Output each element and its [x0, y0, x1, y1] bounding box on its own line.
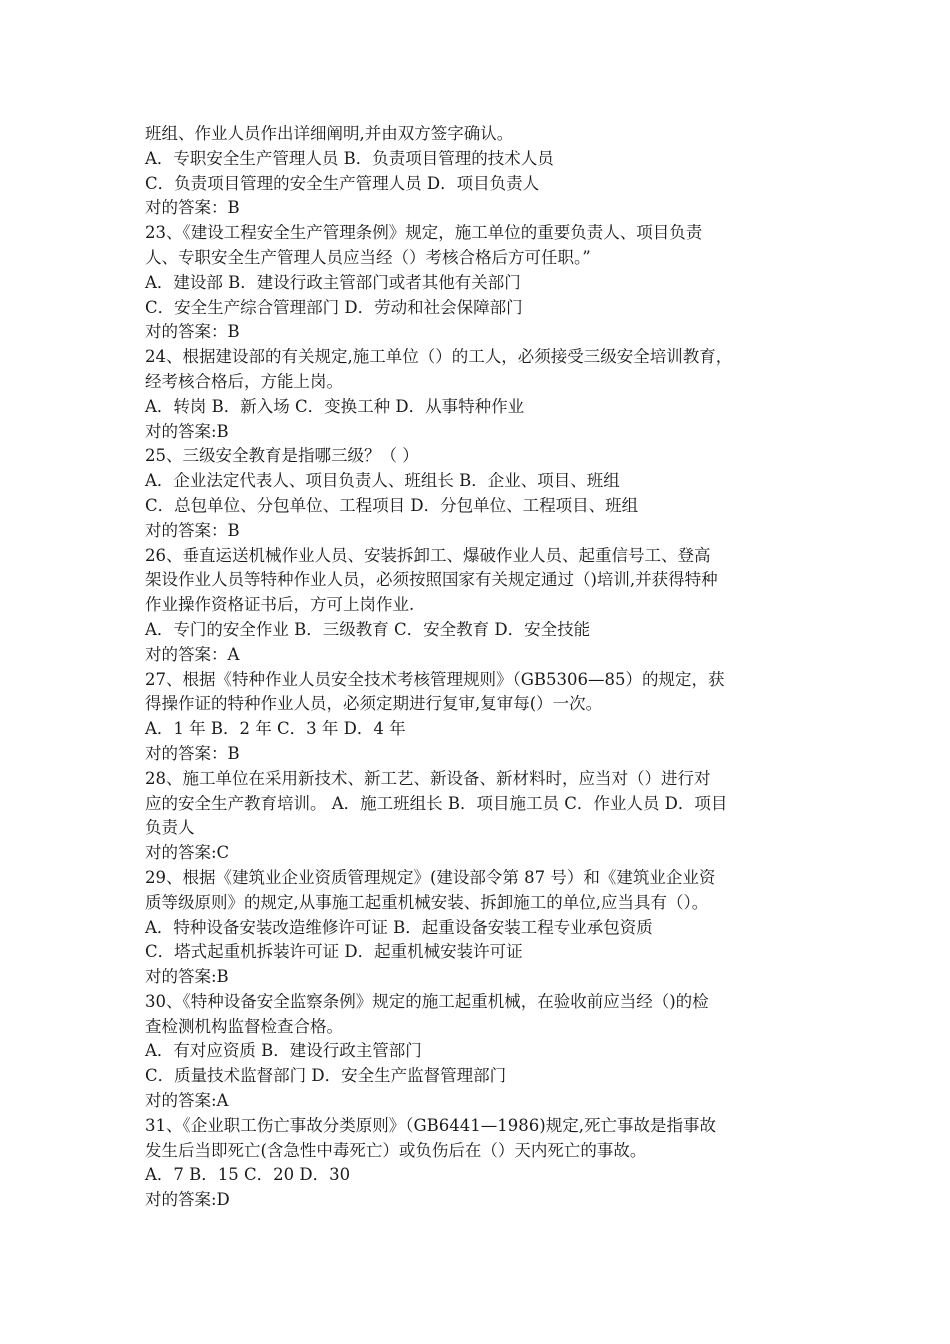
- text-line: 发生后当即死亡(含急性中毒死亡）或负伤后在（）天内死亡的事故。: [145, 1140, 647, 1160]
- text-line: 27、根据《特种作业人员安全技术考核管理规则》（GB5306—85）的规定，获: [145, 669, 725, 689]
- text-line: C．质量技术监督部门 D．安全生产监督管理部门: [145, 1066, 507, 1086]
- text-line: A．7 B．15 C．20 D．30: [145, 1165, 351, 1185]
- text-line: 负责人: [145, 818, 195, 838]
- text-line: A．专职安全生产管理人员 B．负责项目管理的技术人员: [145, 148, 554, 168]
- text-line: 对的答案：B: [145, 520, 240, 540]
- text-line: A．特种设备安装改造维修许可证 B．起重设备安装工程专业承包资质: [145, 917, 653, 937]
- text-line: 28、施工单位在采用新技术、新工艺、新设备、新材料时，应当对（）进行对: [145, 768, 711, 788]
- text-line: A．1 年 B．2 年 C．3 年 D．4 年: [145, 719, 406, 739]
- text-line: 对的答案:A: [145, 1091, 229, 1111]
- text-line: 31、《企业职工伤亡事故分类原则》（GB6441—1986)规定,死亡事故是指事故: [145, 1115, 716, 1135]
- text-line: 23、《建设工程安全生产管理条例》规定，施工单位的重要负责人、项目负责: [145, 223, 703, 243]
- text-line: 26、垂直运送机械作业人员、安装拆卸工、爆破作业人员、起重信号工、登高: [145, 545, 711, 565]
- text-line: 班组、作业人员作出详细阐明,并由双方签字确认。: [145, 124, 514, 143]
- text-line: 25、三级安全教育是指哪三级？（ ）: [145, 446, 419, 466]
- text-line: 架设作业人员等特种作业人员，必须按照国家有关规定通过（)培训,并获得特种: [145, 570, 718, 590]
- text-line: 对的答案:D: [145, 1190, 230, 1210]
- text-line: C．塔式起重机拆装许可证 D．起重机械安装许可证: [145, 942, 523, 962]
- text-line: 对的答案：B: [145, 198, 240, 218]
- text-line: C．总包单位、分包单位、工程项目 D．分包单位、工程项目、班组: [145, 495, 639, 515]
- text-line: 对的答案：B: [145, 743, 240, 763]
- text-line: 应的安全生产教育培训。 A．施工班组长 B．项目施工员 C．作业人员 D．项目: [145, 793, 728, 813]
- text-line: 经考核合格后，方能上岗。: [145, 371, 343, 391]
- text-line: A．转岗 B．新入场 C．变换工种 D．从事特种作业: [145, 396, 525, 416]
- text-line: 查检测机构监督检查合格。: [145, 1016, 343, 1036]
- text-line: 24、根据建设部的有关规定,施工单位（）的工人，必须接受三级安全培训教育，: [145, 347, 733, 367]
- text-line: 30、《特种设备安全监察条例》规定的施工起重机械，在验收前应当经（)的检: [145, 991, 709, 1011]
- text-line: 29、根据《建筑业企业资质管理规定》(建设部令第 87 号）和《建筑业企业资: [145, 867, 716, 887]
- text-line: A．企业法定代表人、项目负责人、班组长 B．企业、项目、班组: [145, 471, 620, 491]
- text-line: 质等级原则》的规定,从事施工起重机械安装、拆卸施工的单位,应当具有（）。: [145, 892, 709, 912]
- text-line: C．负责项目管理的安全生产管理人员 D．项目负责人: [145, 173, 540, 193]
- text-line: C．安全生产综合管理部门 D．劳动和社会保障部门: [145, 297, 523, 317]
- text-line: 对的答案:B: [145, 967, 229, 987]
- text-line: 对的答案：B: [145, 322, 240, 342]
- text-line: 得操作证的特种作业人员，必须定期进行复审,复审每(）一次。: [145, 694, 603, 714]
- text-line: 对的答案:B: [145, 421, 229, 441]
- document-body: [145, 122, 815, 1213]
- text-line: 人、专职安全生产管理人员应当经（）考核合格后方可任职。”: [145, 247, 591, 267]
- text-line: 对的答案：A: [145, 644, 240, 664]
- text-line: A．专门的安全作业 B．三级教育 C．安全教育 D．安全技能: [145, 619, 591, 639]
- text-line: 对的答案:C: [145, 843, 230, 863]
- text-line: 作业操作资格证书后，方可上岗作业.: [145, 595, 415, 615]
- text-line: A．有对应资质 B．建设行政主管部门: [145, 1041, 422, 1061]
- text-line: A．建设部 B．建设行政主管部门或者其他有关部门: [145, 272, 521, 292]
